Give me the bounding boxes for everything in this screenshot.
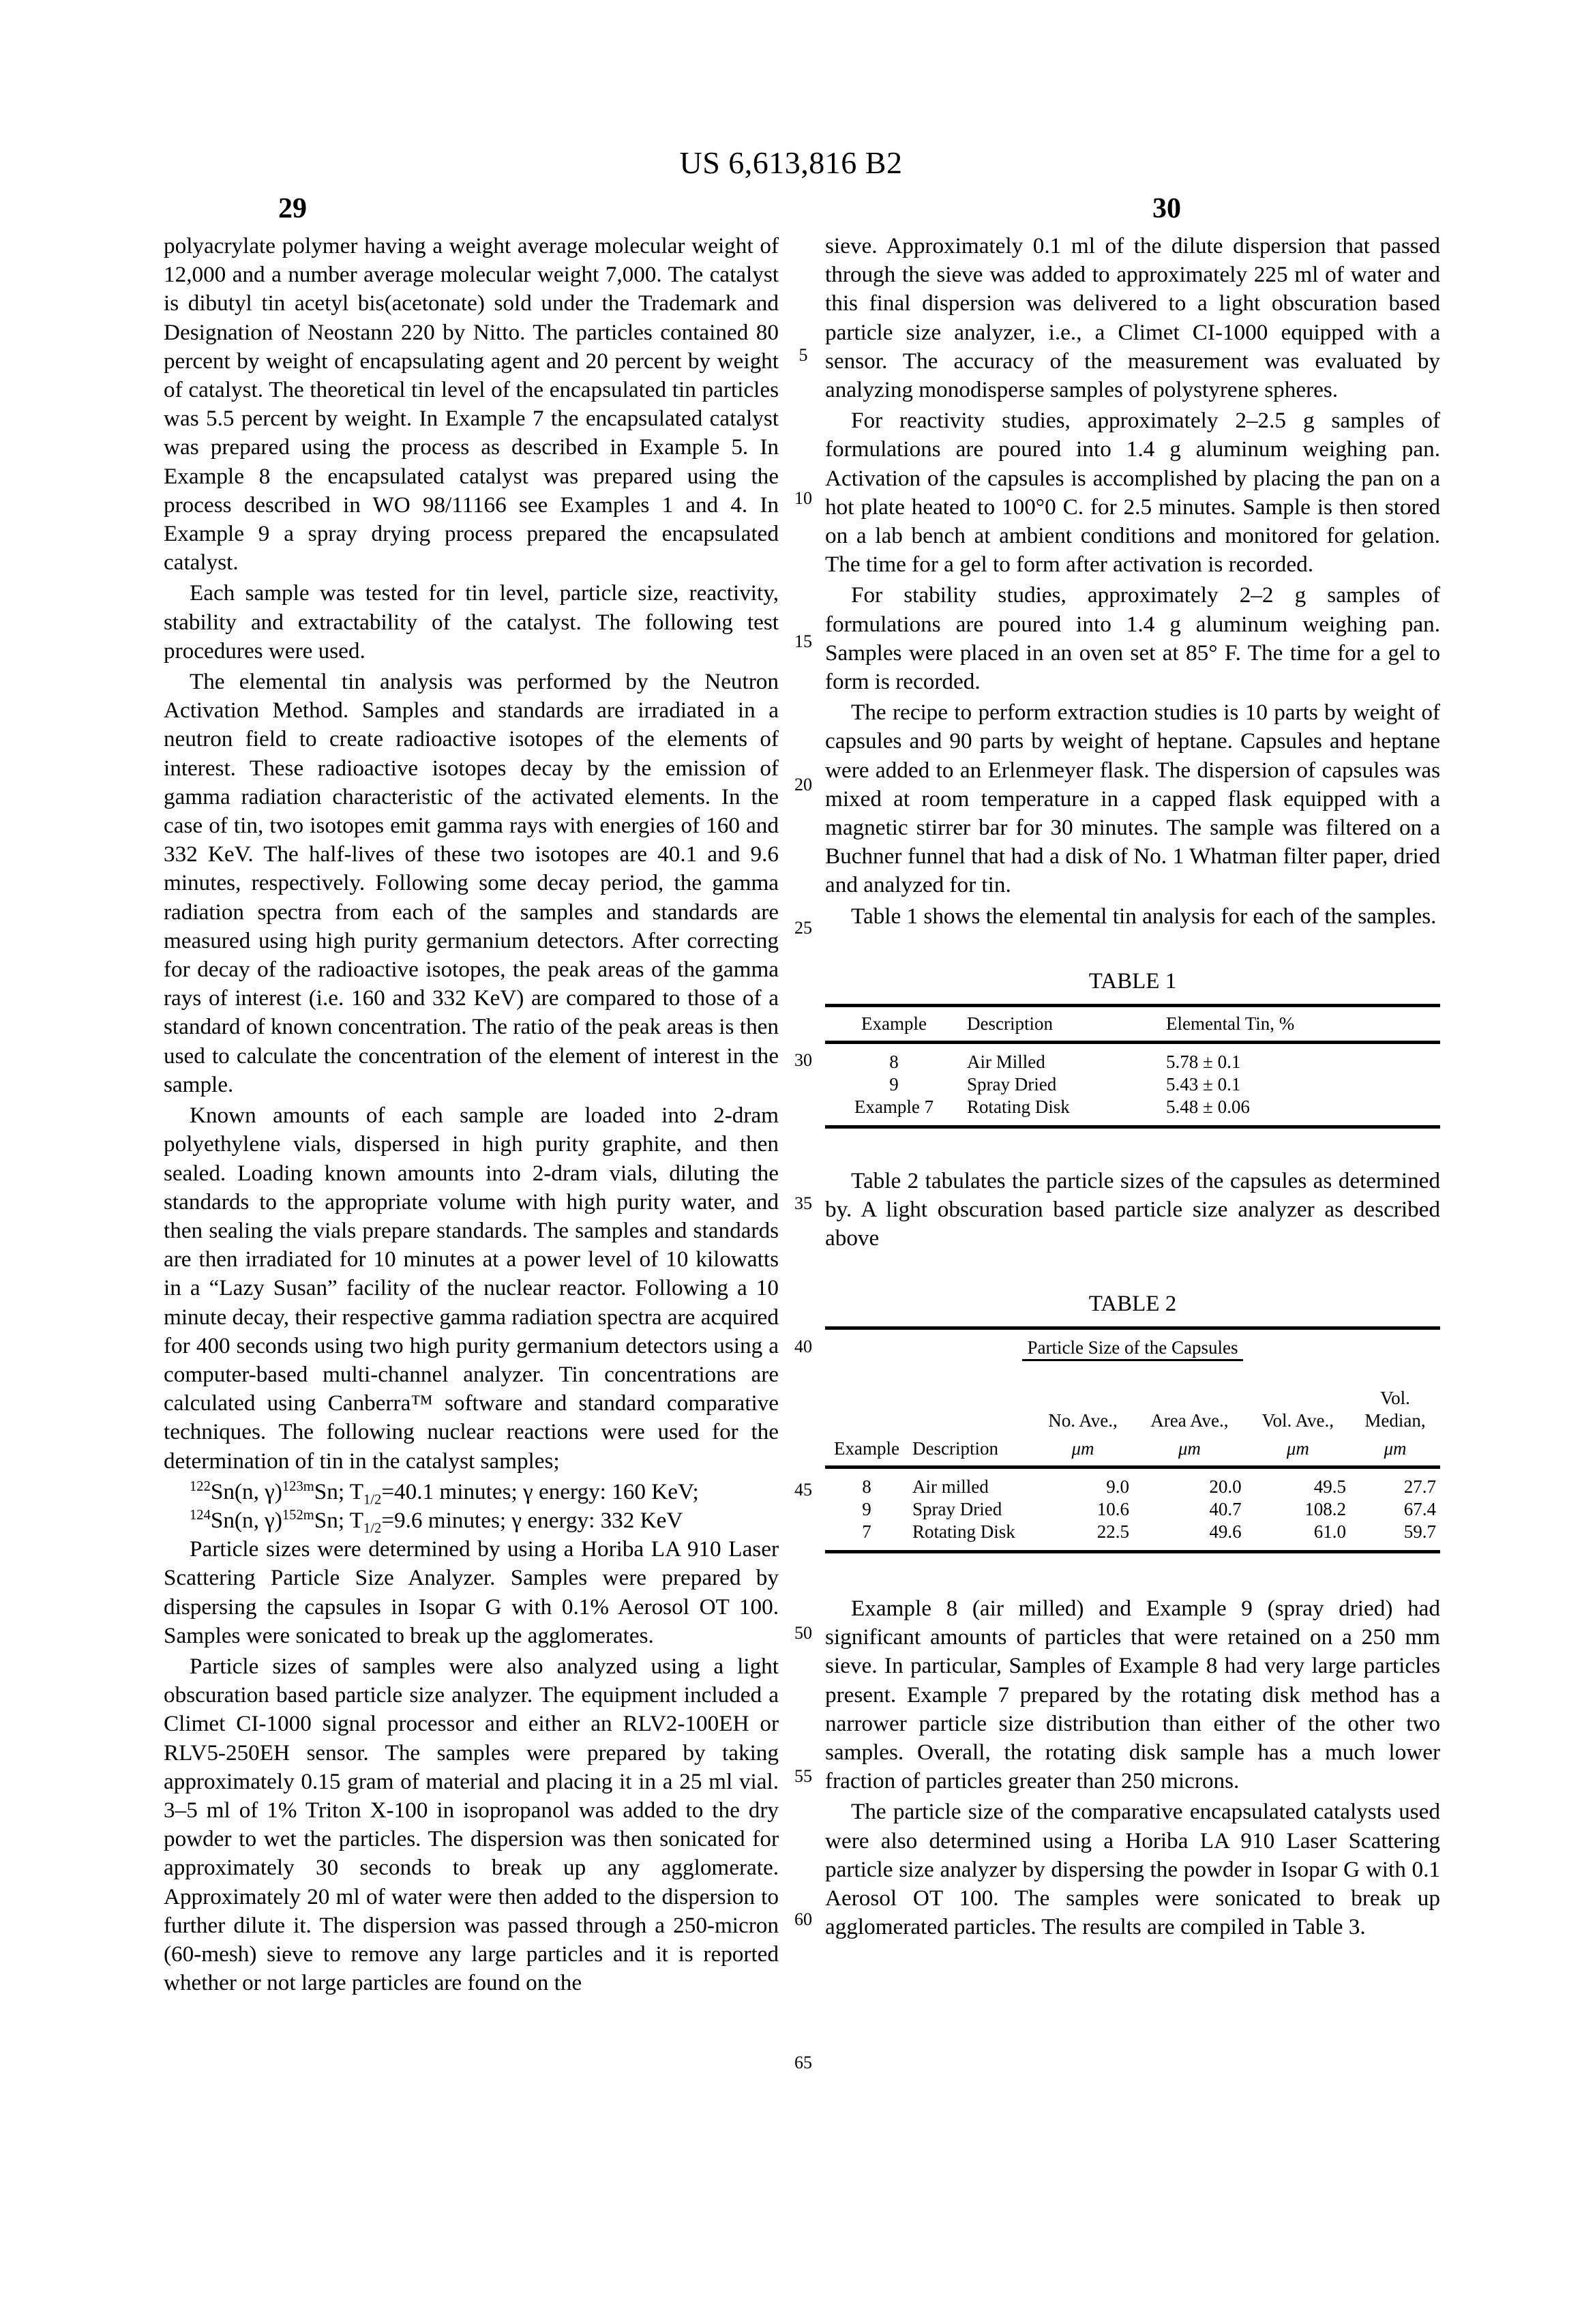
paragraph: Particle sizes of samples were also analyzed using a light obscuration based particle size analyzer. The equipment included a Climet CI-1000 signal processor and either an RLV2-100EH or RLV5-250EH sensor. The samples were prepared by taking approximately 0.15 gram of material and placing it in a 25 ml vial. 3–5 ml of 1% Triton X-100 in isopropanol was added to the dry powder to wet the particles. The dispersion was then sonicated for approximately 30 seconds to break up any agglomerate. Approximately 20 ml of water were then added to the dispersion to further dilute it. The dispersion was passed through a 250-micron (60-mesh) sieve to remove any large particles and it is reported whether or not large particles are found on the (164, 1653, 779, 1996)
paragraph: Table 2 tabulates the particle sizes of the capsules as determined by. A light obscuration based particle size analyzer as described above (825, 1168, 1440, 1251)
paragraph: polyacrylate polymer having a weight average molecular weight of 12,000 and a number average molecular weight 7,000. The catalyst is dibutyl tin acetyl bis(acetonate) sold under the Trademark and Designation of Neostann 220 by Nitto. The particles contained 80 percent by weight of encapsulating agent and 20 percent by weight of catalyst. The theoretical tin level of the encapsulated tin particles was 5.5 percent by weight. In Example 7 the encapsulated catalyst was prepared using the process as described in Example 5. In Example 8 the encapsulated catalyst was prepared using the process described in WO 98/11166 see Examples 1 and 4. In Example 9 a spray drying process prepared the encapsulated catalyst. (164, 233, 779, 576)
table-cell: 49.6 (1133, 1521, 1246, 1552)
line-number: 60 (794, 1909, 812, 1929)
product: Sn; T (314, 1478, 364, 1504)
paragraph: For stability studies, approximately 2–2 g samples of formulations are poured into 1.4 g aluminum weighing pan. Samples were placed in an oven set at 85° F. The time for a gel to form is recorded. (825, 582, 1440, 695)
reaction-details: =40.1 minutes; γ energy: 160 KeV; (381, 1478, 699, 1504)
paragraph: For reactivity studies, approximately 2–2.5 g samples of formulations are poured into 1.4 g aluminum weighing pan. Activation of the capsules is accomplished by placing the pan on a hot plate heated to 100°0 C. for 2.5 minutes. Sample is then stored on a lab bench at ambient conditions and monitored for gelation. The time for a gel to form after activation is recorded. (825, 408, 1440, 578)
table-row (825, 1073, 1440, 1096)
table-cell: 67.4 (1403, 1498, 1436, 1519)
line-number: 25 (794, 918, 812, 938)
table-cell: 5.48 ± 0.06 (1162, 1096, 1440, 1127)
table-cell: 59.7 (1350, 1521, 1440, 1552)
paragraph: Table 1 shows the elemental tin analysis for each of the samples. (851, 903, 1437, 929)
line-number: 20 (794, 775, 812, 794)
table1-header: Description (963, 1007, 1162, 1043)
table-cell: 40.7 (1209, 1498, 1242, 1519)
table-cell: 61.0 (1246, 1521, 1350, 1552)
line-number: 35 (794, 1193, 812, 1213)
isotope-mass: 124 (190, 1507, 211, 1523)
table-cell: 8 (889, 1052, 899, 1073)
table2-header: Median, (1364, 1410, 1426, 1431)
table-cell: 9 (862, 1498, 871, 1519)
paragraph: The particle size of the comparative encapsulated catalysts used were also determined using a Horiba LA 910 Laser Scattering particle size analyzer by dispersing the powder in Isopar G with 0.1 Aerosol OT 100. The samples were sonicated to break up agglomerated particles. The results are compiled in Table 3. (825, 1799, 1440, 1940)
isotope-mass: 123m (282, 1478, 314, 1494)
table-cell: 27.7 (1403, 1476, 1436, 1497)
line-number: 50 (794, 1623, 812, 1643)
table-row (825, 1467, 1440, 1498)
table2-header: Vol. Ave., (1262, 1410, 1334, 1431)
table-cell: 9 (889, 1074, 899, 1095)
table2-header: Description (908, 1432, 1032, 1468)
table-row (825, 1498, 1440, 1521)
table2-header-unit: μm (1350, 1432, 1440, 1468)
table2-title: TABLE 2 (1088, 1291, 1177, 1316)
line-number: 45 (794, 1480, 812, 1500)
table1-header: Elemental Tin, % (1162, 1007, 1440, 1043)
reaction-details: =9.6 minutes; γ energy: 332 KeV (381, 1507, 683, 1533)
line-number: 10 (794, 488, 812, 508)
table2-header-unit: μm (1246, 1432, 1350, 1468)
table-cell: Air Milled (967, 1052, 1045, 1073)
paragraph: The recipe to perform extraction studies is 10 parts by weight of capsules and 90 parts by weight of heptane. Capsules and heptane were added to an Erlenmeyer flask. The dispersion of capsules was mixed at room temperature in a capped flask equipped with a magnetic stirrer bar for 30 minutes. The sample was filtered on a Buchner funnel that had a disk of No. 1 Whatman filter paper, dried and analyzed for tin. (825, 700, 1440, 898)
product: Sn; T (314, 1507, 364, 1533)
table-cell: Spray Dried (967, 1074, 1057, 1095)
line-number: 30 (794, 1050, 812, 1070)
table-row (825, 1521, 1440, 1552)
nuclear-reaction-equation (164, 1506, 779, 1535)
right-column (825, 232, 1440, 1943)
left-column (164, 232, 779, 1999)
table-cell: 8 (862, 1476, 871, 1497)
line-number: 5 (799, 345, 808, 365)
half-life-subscript: 1/2 (363, 1521, 382, 1536)
table2-header: Area Ave., (1150, 1410, 1229, 1431)
paragraph: Known amounts of each sample are loaded into 2-dram polyethylene vials, dispersed in high purity graphite, and then sealed. Loading known amounts into 2-dram vials, diluting the standards to the appropriate volume with high purity water, and then sealing the vials prepare standards. The samples and standards are then irradiated for 10 minutes at a power level of 10 kilowatts in a “Lazy Susan” facility of the nuclear reactor. Following a 10 minute decay, their respective gamma radiation spectra are acquired for 400 seconds using two high purity germanium detectors using a computer-based multi-channel analyzer. Tin concentrations are calculated using Canberra™ software and standard comparative techniques. The following nuclear reactions were used for the determination of tin in the catalyst samples; (164, 1103, 779, 1474)
table-row (825, 1096, 1440, 1127)
line-number: 55 (794, 1766, 812, 1786)
table1-header: Example (825, 1007, 963, 1043)
isotope-mass: 122 (190, 1478, 211, 1494)
table-cell: 5.78 ± 0.1 (1166, 1052, 1241, 1073)
table-cell: Spray Dried (912, 1498, 1002, 1519)
table-cell: 9.0 (1106, 1476, 1130, 1497)
table-row (825, 1043, 1440, 1074)
table2-header: Vol. (1380, 1387, 1410, 1408)
table2-header-unit: μm (1133, 1432, 1246, 1468)
page-number-right: 30 (1152, 193, 1181, 224)
reaction: Sn(n, γ) (210, 1478, 282, 1504)
line-number: 65 (794, 2053, 812, 2072)
table-cell: Example 7 (825, 1096, 963, 1127)
table-cell: Rotating Disk (908, 1521, 1032, 1552)
paragraph: Example 8 (air milled) and Example 9 (spray dried) had significant amounts of particles that were retained on a 250 mm sieve. In particular, Samples of Example 8 had very large particles present. Example 7 prepared by the rotating disk method has a narrower particle size distribution than either of the other two samples. Overall, the rotating disk sample has a much lower fraction of particles greater than 250 microns. (825, 1595, 1440, 1794)
page-number-left: 29 (278, 193, 307, 224)
table-cell: 22.5 (1032, 1521, 1133, 1552)
table2-header: Example (825, 1432, 908, 1468)
half-life-subscript: 1/2 (363, 1492, 382, 1508)
table-cell: 20.0 (1209, 1476, 1242, 1497)
isotope-mass: 152m (282, 1507, 314, 1523)
table1 (825, 1004, 1440, 1129)
paragraph: Each sample was tested for tin level, particle size, reactivity, stability and extractability of the catalyst. The following test procedures were used. (164, 580, 779, 664)
line-number: 40 (794, 1337, 812, 1356)
table-cell: Rotating Disk (963, 1096, 1162, 1127)
table2-subtitle: Particle Size of the Capsules (1022, 1337, 1244, 1361)
reaction: Sn(n, γ) (210, 1507, 282, 1533)
nuclear-reaction-equation (164, 1478, 779, 1506)
patent-number: US 6,613,816 B2 (679, 145, 903, 180)
table2 (825, 1326, 1440, 1553)
paragraph: The elemental tin analysis was performed by the Neutron Activation Method. Samples and standards are irradiated in a neutron field to create radioactive isotopes of the elements of interest. These radioactive isotopes decay by the emission of gamma radiation characteristic of the activated elements. In the case of tin, two isotopes emit gamma rays with energies of 160 and 332 KeV. The half-lives of these two isotopes are 40.1 and 9.6 minutes, respectively. Following some decay period, the gamma radiation spectra from each of the samples and standards are measured using high purity germanium detectors. After correcting for decay of the radioactive isotopes, the peak areas of the gamma rays of interest (i.e. 160 and 332 KeV) are compared to those of a standard of known concentration. The ratio of the peak areas is then used to calculate the concentration of the element of interest in the sample. (164, 669, 779, 1097)
table-cell: 7 (825, 1521, 908, 1552)
table2-header-unit: μm (1032, 1432, 1133, 1468)
table-cell: 5.43 ± 0.1 (1166, 1074, 1241, 1095)
table-cell: 108.2 (1304, 1498, 1346, 1519)
table-cell: Air milled (912, 1476, 989, 1497)
paragraph: sieve. Approximately 0.1 ml of the dilute dispersion that passed through the sieve was added to approximately 225 ml of water and this final dispersion was delivered to a light obscuration based particle size analyzer, i.e., a Climet CI-1000 equipped with a sensor. The accuracy of the measurement was evaluated by analyzing monodisperse samples of polystyrene spheres. (825, 233, 1440, 403)
table2-header: No. Ave., (1048, 1410, 1118, 1431)
table1-title: TABLE 1 (1088, 968, 1177, 994)
table-cell: 10.6 (1096, 1498, 1130, 1519)
paragraph: Particle sizes were determined by using a Horiba LA 910 Laser Scattering Particle Size Analyzer. Samples were prepared by dispersing the capsules in Isopar G with 0.1% Aerosol OT 100. Samples were sonicated to break up the agglomerates. (164, 1536, 779, 1648)
line-number: 15 (794, 631, 812, 651)
table-cell: 49.5 (1313, 1476, 1346, 1497)
